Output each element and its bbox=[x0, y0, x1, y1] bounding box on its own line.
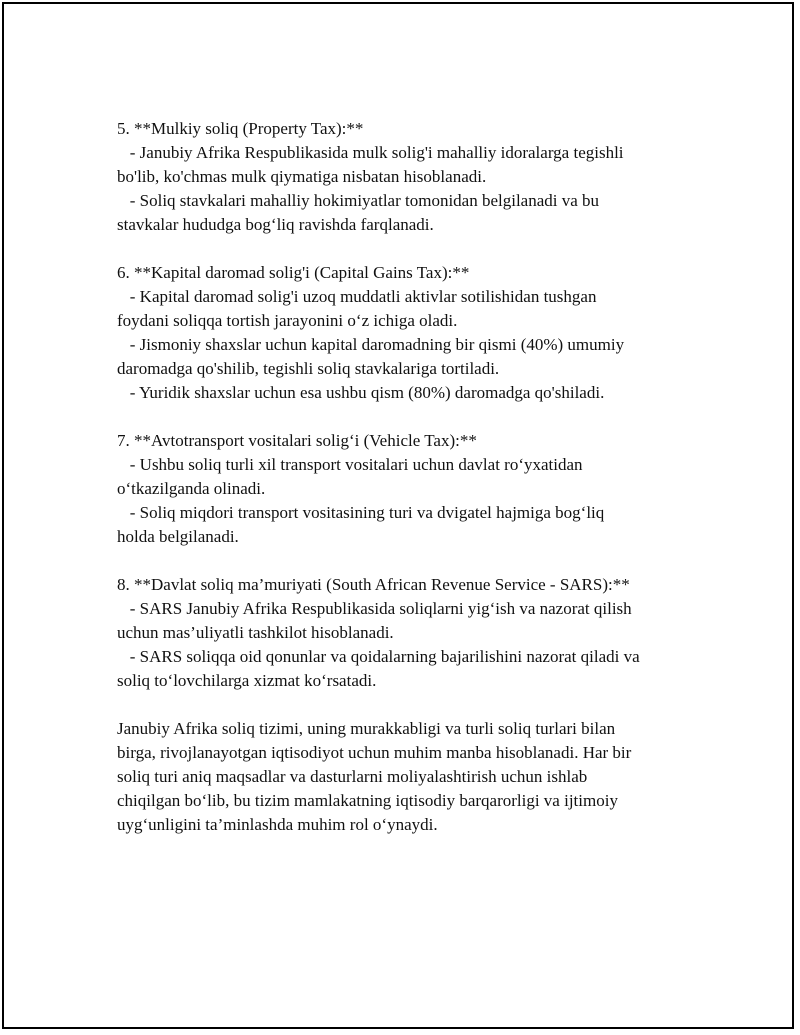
text-line: bo'lib, ko'chmas mulk qiymatiga nisbatan hisoblanadi. bbox=[117, 167, 487, 186]
section-capital-gains-tax bbox=[117, 261, 697, 405]
text-line: - Jismoniy shaxslar uchun kapital daromadning bir qismi (40%) umumiy bbox=[117, 335, 625, 354]
text-line: birga, rivojlanayotgan iqtisodiyot uchun muhim manba hisoblanadi. Har bir bbox=[117, 743, 632, 762]
text-line: chiqilgan bo‘lib, bu tizim mamlakatning iqtisodiy barqarorligi va ijtimoiy bbox=[117, 791, 618, 810]
section-heading: 6. **Kapital daromad solig'i (Capital Gains Tax):** bbox=[117, 263, 470, 282]
section-heading: 5. **Mulkiy soliq (Property Tax):** bbox=[117, 119, 364, 138]
paragraph-gap bbox=[117, 405, 697, 429]
section-heading: 8. **Davlat soliq ma’muriyati (South African Revenue Service - SARS):** bbox=[117, 575, 630, 594]
text-line: - SARS soliqqa oid qonunlar va qoidalarning bajarilishini nazorat qiladi va bbox=[117, 647, 640, 666]
section-vehicle-tax bbox=[117, 429, 697, 549]
text-line: holda belgilanadi. bbox=[117, 527, 239, 546]
paragraph-gap bbox=[117, 693, 697, 717]
section-conclusion bbox=[117, 717, 697, 837]
text-line: - Janubiy Afrika Respublikasida mulk solig'i mahalliy idoralarga tegishli bbox=[117, 143, 624, 162]
text-line: soliq turi aniq maqsadlar va dasturlarni moliyalashtirish uchun ishlab bbox=[117, 767, 588, 786]
text-line: uchun mas’uliyatli tashkilot hisoblanadi. bbox=[117, 623, 394, 642]
text-line: - Soliq miqdori transport vositasining turi va dvigatel hajmiga bog‘liq bbox=[117, 503, 605, 522]
text-line: o‘tkazilganda olinadi. bbox=[117, 479, 266, 498]
text-line: - Soliq stavkalari mahalliy hokimiyatlar tomonidan belgilanadi va bu bbox=[117, 191, 600, 210]
text-line: soliq to‘lovchilarga xizmat ko‘rsatadi. bbox=[117, 671, 377, 690]
text-line: - Ushbu soliq turli xil transport vositalari uchun davlat ro‘yxatidan bbox=[117, 455, 583, 474]
text-line: daromadga qo'shilib, tegishli soliq stavkalariga tortiladi. bbox=[117, 359, 500, 378]
section-property-tax bbox=[117, 117, 697, 237]
section-heading: 7. **Avtotransport vositalari solig‘i (Vehicle Tax):** bbox=[117, 431, 477, 450]
text-line: foydani soliqqa tortish jarayonini o‘z ichiga oladi. bbox=[117, 311, 458, 330]
paragraph-gap bbox=[117, 549, 697, 573]
section-sars bbox=[117, 573, 697, 693]
text-line: uyg‘unligini ta’minlashda muhim rol o‘ynaydi. bbox=[117, 815, 438, 834]
text-line: - Yuridik shaxslar uchun esa ushbu qism (80%) daromadga qo'shiladi. bbox=[117, 383, 605, 402]
paragraph-gap bbox=[117, 237, 697, 261]
text-line: Janubiy Afrika soliq tizimi, uning murakkabligi va turli soliq turlari bilan bbox=[117, 719, 616, 738]
document-body bbox=[117, 117, 697, 837]
text-line: - SARS Janubiy Afrika Respublikasida soliqlarni yig‘ish va nazorat qilish bbox=[117, 599, 632, 618]
text-line: - Kapital daromad solig'i uzoq muddatli aktivlar sotilishidan tushgan bbox=[117, 287, 597, 306]
text-line: stavkalar hududga bog‘liq ravishda farqlanadi. bbox=[117, 215, 434, 234]
